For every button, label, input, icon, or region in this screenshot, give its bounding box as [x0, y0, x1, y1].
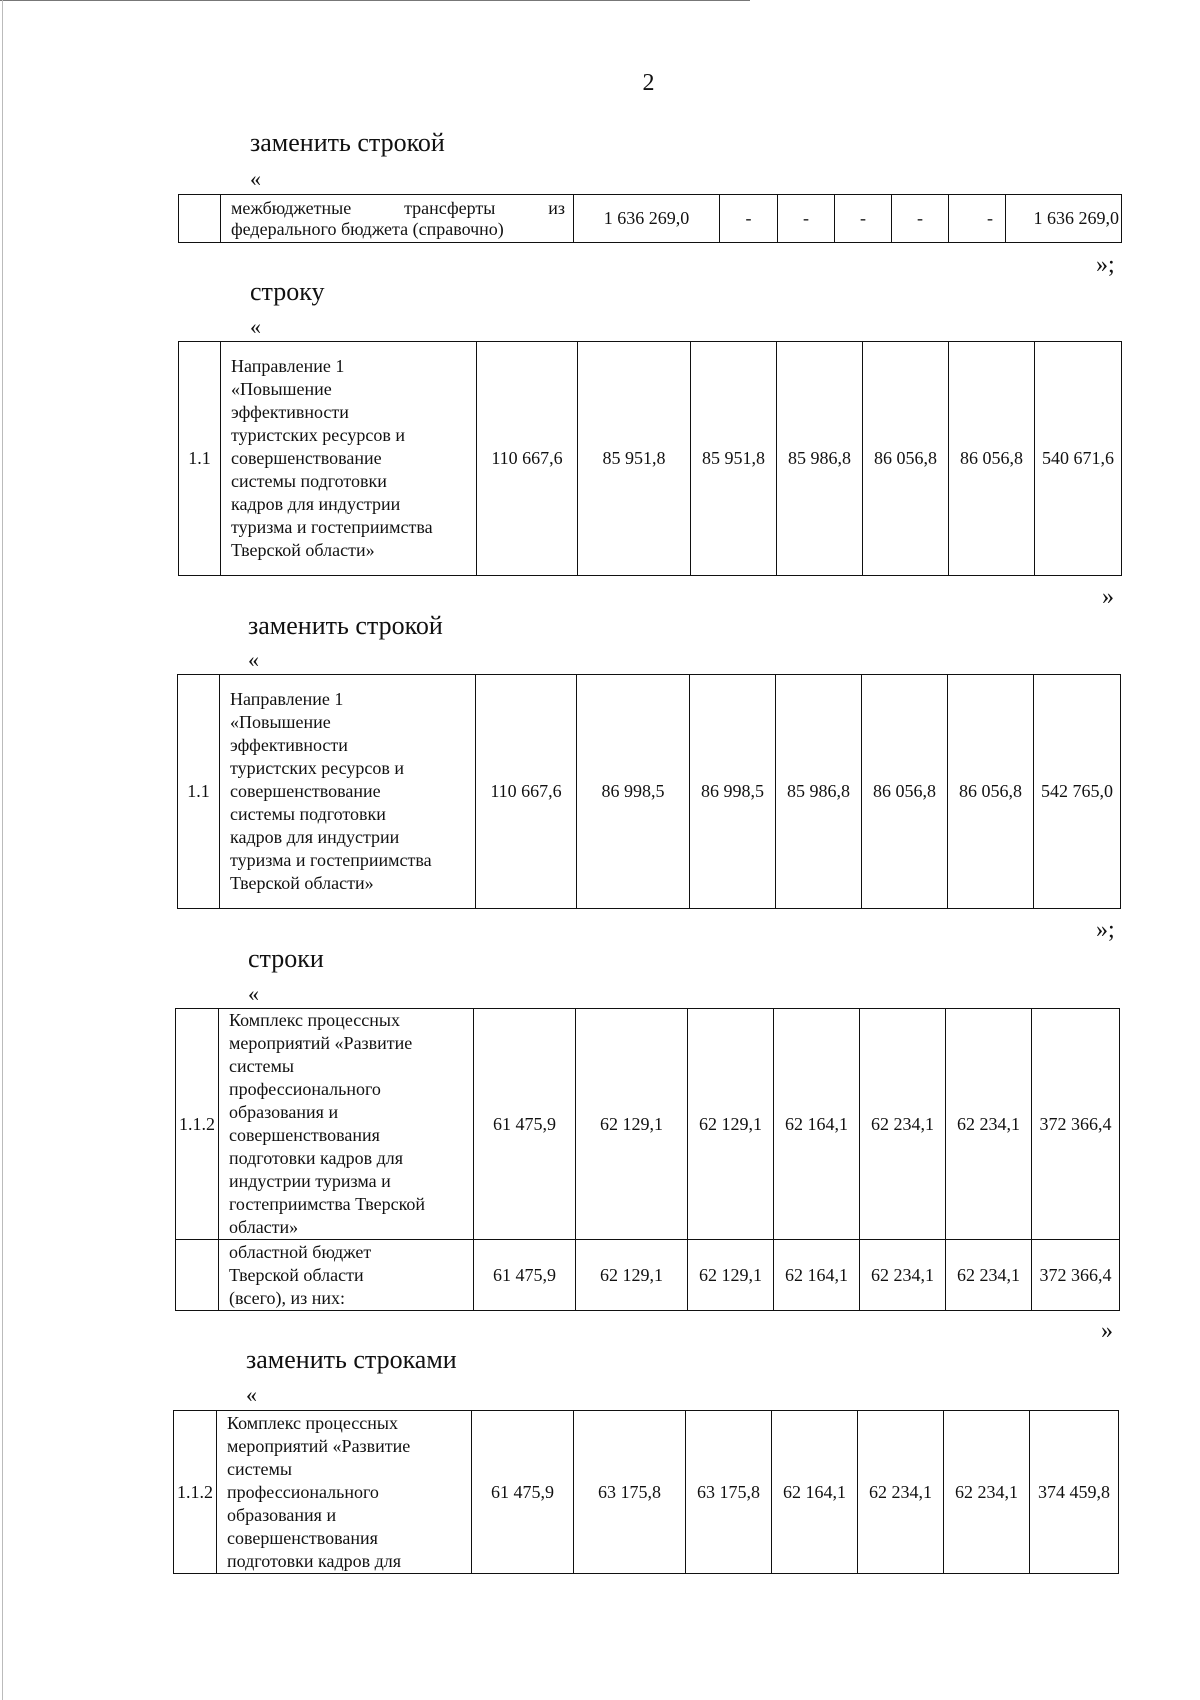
value-cell: 62 234,1 [946, 1240, 1032, 1311]
value-cell: - [892, 195, 949, 243]
value-cell: 62 164,1 [774, 1009, 860, 1240]
value-cell: 1 636 269,0 [574, 195, 720, 243]
value-cell: 110 667,6 [477, 342, 578, 576]
value-cell: 63 175,8 [574, 1411, 686, 1574]
value-cell: 61 475,9 [472, 1411, 574, 1574]
row-name-text: Направление 1 «Повышение эффективности туристских ресурсов и совершенствование системы подготовки кадров для индустрии туризма и гостеприимства Тверской области» [230, 689, 432, 893]
row-name-text: областной бюджет Тверской области (всего), из них: [229, 1241, 372, 1308]
value-cell: 62 129,1 [576, 1240, 688, 1311]
row-code [179, 195, 221, 243]
value-cell: 62 129,1 [688, 1240, 774, 1311]
page-number: 2 [642, 70, 655, 96]
row-code: 1.1 [178, 675, 220, 909]
row-name [220, 675, 476, 909]
row-code: 1.1 [179, 342, 221, 576]
row-name-line2: федерального бюджета (справочно) [231, 218, 504, 239]
table-complex-1-1-2-old [175, 1008, 1120, 1311]
instruction-row: строку [250, 277, 325, 306]
value-cell-total: 540 671,6 [1035, 342, 1122, 576]
table-row [178, 675, 1121, 909]
value-cell: 85 986,8 [776, 675, 862, 909]
value-cell-total: 374 459,8 [1030, 1411, 1119, 1574]
value-cell: 62 234,1 [946, 1009, 1032, 1240]
value-cell: 85 951,8 [691, 342, 777, 576]
value-cell: 86 998,5 [690, 675, 776, 909]
value-cell: 62 234,1 [860, 1240, 946, 1311]
instruction-rows: строки [248, 944, 324, 973]
value-cell: 62 164,1 [774, 1240, 860, 1311]
table-row [176, 1240, 1120, 1311]
close-quote: »; [1096, 917, 1115, 943]
table-row [176, 1009, 1120, 1240]
row-name-text: Направление 1 «Повышение эффективности туристских ресурсов и совершенствование системы подготовки кадров для индустрии туризма и гостеприимства Тверской области» [231, 356, 433, 560]
value-cell-total: 372 366,4 [1032, 1240, 1120, 1311]
value-cell: - [778, 195, 835, 243]
row-name [219, 1009, 474, 1240]
row-code: 1.1.2 [174, 1411, 217, 1574]
row-code: 1.1.2 [176, 1009, 219, 1240]
close-quote: » [1102, 584, 1114, 610]
table-direction-1-old [178, 341, 1122, 576]
value-cell: 62 234,1 [944, 1411, 1030, 1574]
left-scan-edge [2, 0, 3, 1700]
value-cell: 63 175,8 [686, 1411, 772, 1574]
value-cell: 62 129,1 [688, 1009, 774, 1240]
row-name [219, 1240, 474, 1311]
close-quote: » [1101, 1318, 1113, 1344]
value-cell: 85 986,8 [777, 342, 863, 576]
table-complex-1-1-2-new [173, 1410, 1119, 1574]
row-name [221, 195, 574, 243]
row-name [221, 342, 477, 576]
value-cell-total: 1 636 269,0 [1006, 195, 1122, 243]
value-cell-total: 372 366,4 [1032, 1009, 1120, 1240]
table-row [179, 342, 1122, 576]
table-direction-1-new [177, 674, 1121, 909]
row-name-text: Комплекс процессных мероприятий «Развитие системы профессионального образования и совершенствования подготовки кадров для [227, 1412, 411, 1571]
value-cell: 86 056,8 [862, 675, 948, 909]
value-cell: 62 164,1 [772, 1411, 858, 1574]
open-quote: « [248, 981, 259, 1006]
value-cell: 86 998,5 [577, 675, 690, 909]
row-name-line1: межбюджетные трансферты из [231, 197, 565, 218]
value-cell: 85 951,8 [578, 342, 691, 576]
row-name [217, 1411, 472, 1574]
value-cell: 86 056,8 [949, 342, 1035, 576]
table-transfers [178, 194, 1122, 243]
row-name-text: Комплекс процессных мероприятий «Развитие системы профессионального образования и совершенствования подготовки кадров для индустрии туризма и гостеприимства Тверской области» [229, 1010, 426, 1237]
value-cell-total: 542 765,0 [1034, 675, 1121, 909]
value-cell: 61 475,9 [474, 1240, 576, 1311]
top-scan-rule [0, 0, 750, 1]
value-cell: 86 056,8 [948, 675, 1034, 909]
value-cell: 62 234,1 [858, 1411, 944, 1574]
open-quote: « [246, 1382, 257, 1407]
table-row [174, 1411, 1119, 1574]
value-cell: 62 234,1 [860, 1009, 946, 1240]
value-cell: 110 667,6 [476, 675, 577, 909]
open-quote: « [250, 314, 261, 339]
value-cell: - [720, 195, 778, 243]
value-cell: 86 056,8 [863, 342, 949, 576]
instruction-replace-row: заменить строкой [248, 611, 443, 640]
instruction-replace-rows: заменить строками [246, 1345, 457, 1374]
value-cell: - [949, 195, 1006, 243]
close-quote: »; [1096, 252, 1115, 278]
open-quote: « [248, 647, 259, 672]
instruction-replace-row: заменить строкой [250, 128, 445, 157]
value-cell: 61 475,9 [474, 1009, 576, 1240]
table-row [179, 195, 1122, 243]
value-cell: - [835, 195, 892, 243]
value-cell: 62 129,1 [576, 1009, 688, 1240]
row-code [176, 1240, 219, 1311]
open-quote: « [250, 166, 261, 191]
